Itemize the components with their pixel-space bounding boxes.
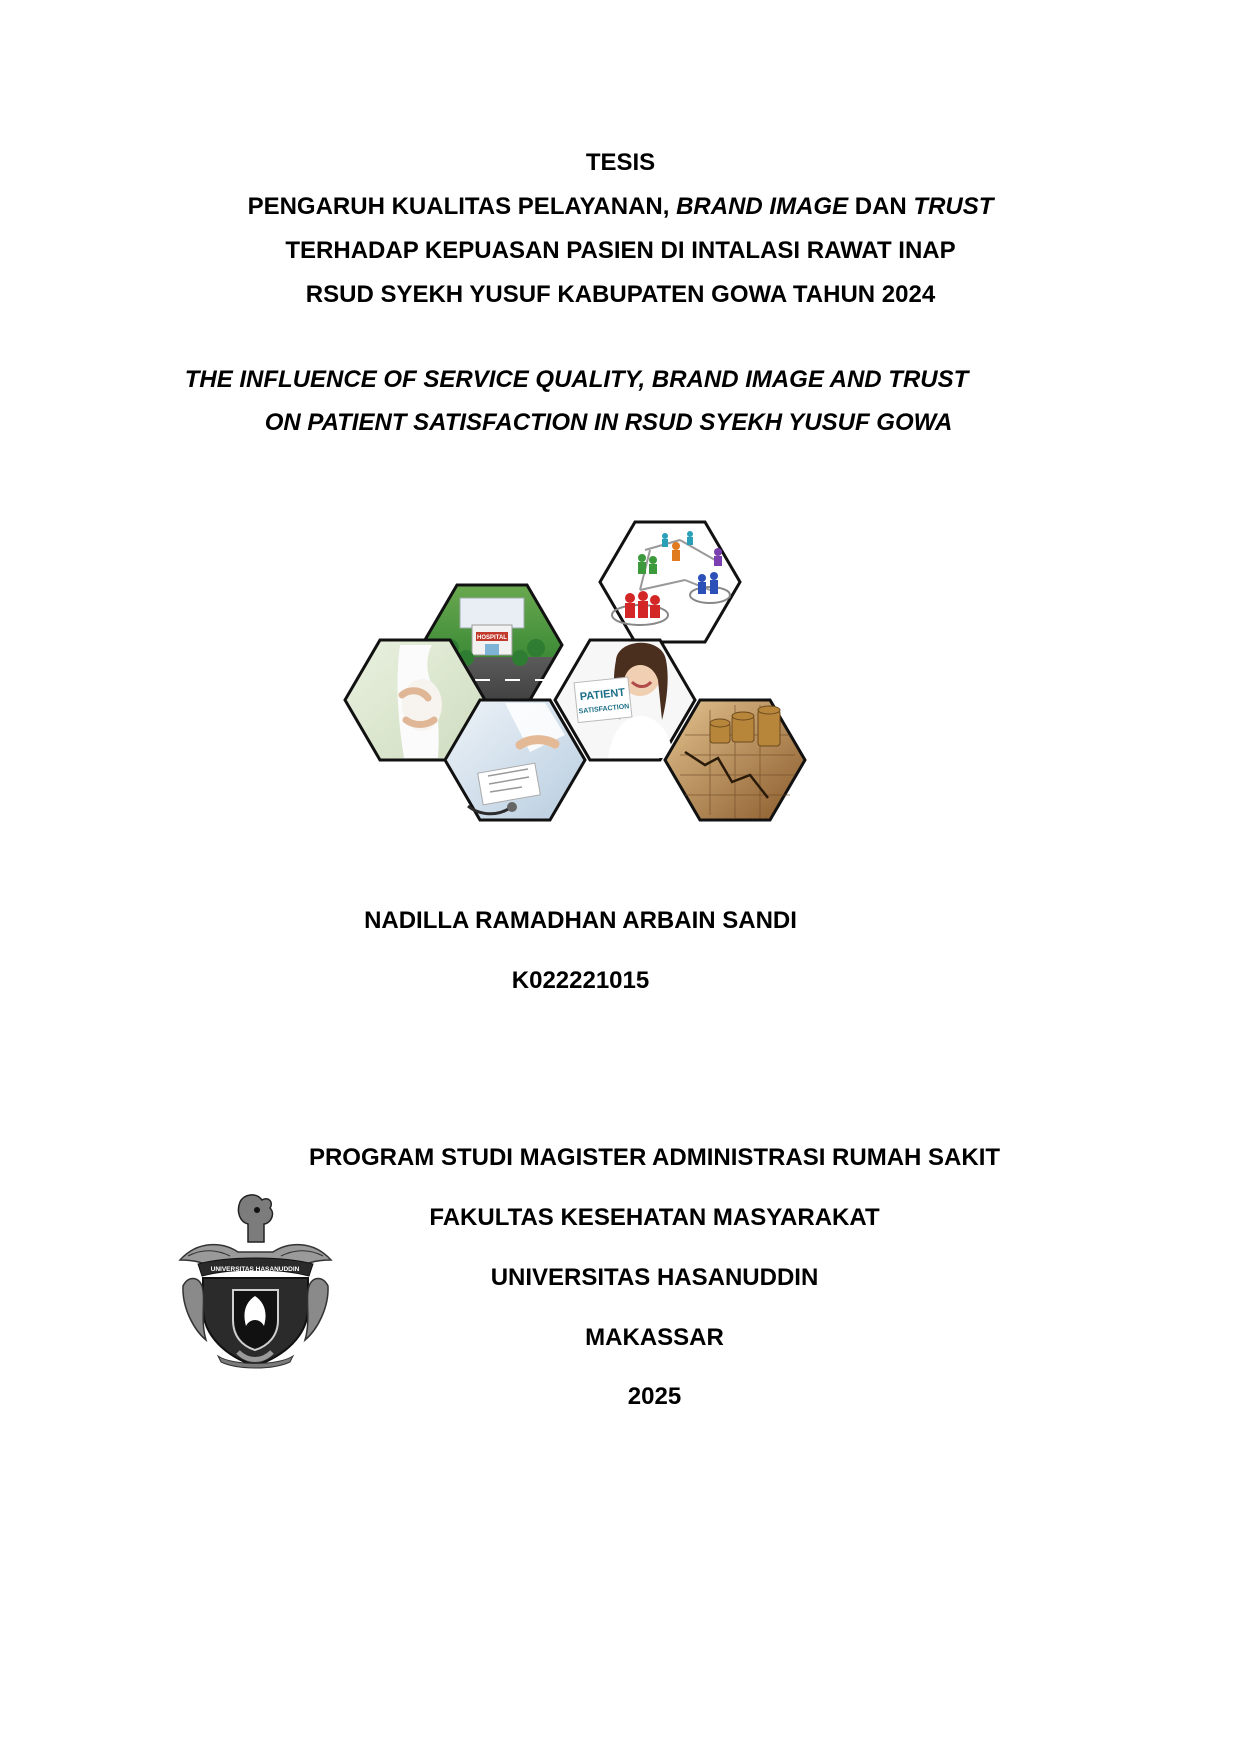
seal-ribbon-text: UNIVERSITAS HASANUDDIN — [210, 1266, 300, 1273]
title-id-line-3: RSUD SYEKH YUSUF KABUPATEN GOWA TAHUN 2024 — [305, 281, 936, 308]
card-line-1: PATIENT — [579, 686, 626, 704]
university-name: UNIVERSITAS HASANUDDIN — [490, 1264, 819, 1291]
title-id-line-2: TERHADAP KEPUASAN PASIEN DI INTALASI RAWAT INAP — [285, 237, 956, 264]
program-name: PROGRAM STUDI MAGISTER ADMINISTRASI RUMAH SAKIT — [308, 1144, 1001, 1171]
network-people-hex — [600, 522, 740, 642]
card-line-2: SATISFACTION — [578, 703, 630, 716]
title-id-part-c: DAN — [848, 193, 914, 220]
author-name: NADILLA RAMADHAN ARBAIN SANDI — [364, 907, 797, 934]
student-id: K022221015 — [511, 967, 650, 994]
title-id-trust: TRUST — [913, 193, 994, 220]
hospital-sign: HOSPITAL — [477, 635, 507, 641]
hexagon-illustration — [340, 520, 880, 860]
title-en-line-2: ON PATIENT SATISFACTION IN RSUD SYEKH YUSUF GOWA — [264, 409, 953, 436]
title-id-brand-image: BRAND IMAGE — [676, 193, 849, 220]
city-name: MAKASSAR — [585, 1324, 724, 1351]
faculty-name: FAKULTAS KESEHATAN MASYARAKAT — [429, 1204, 880, 1231]
year: 2025 — [627, 1383, 682, 1410]
title-id-line-1 — [0, 192, 1241, 222]
title-id-part-a: PENGARUH KUALITAS PELAYANAN, — [247, 193, 677, 220]
doc-type: TESIS — [585, 149, 656, 176]
title-en-line-1: THE INFLUENCE OF SERVICE QUALITY, BRAND IMAGE AND TRUST — [184, 366, 969, 393]
